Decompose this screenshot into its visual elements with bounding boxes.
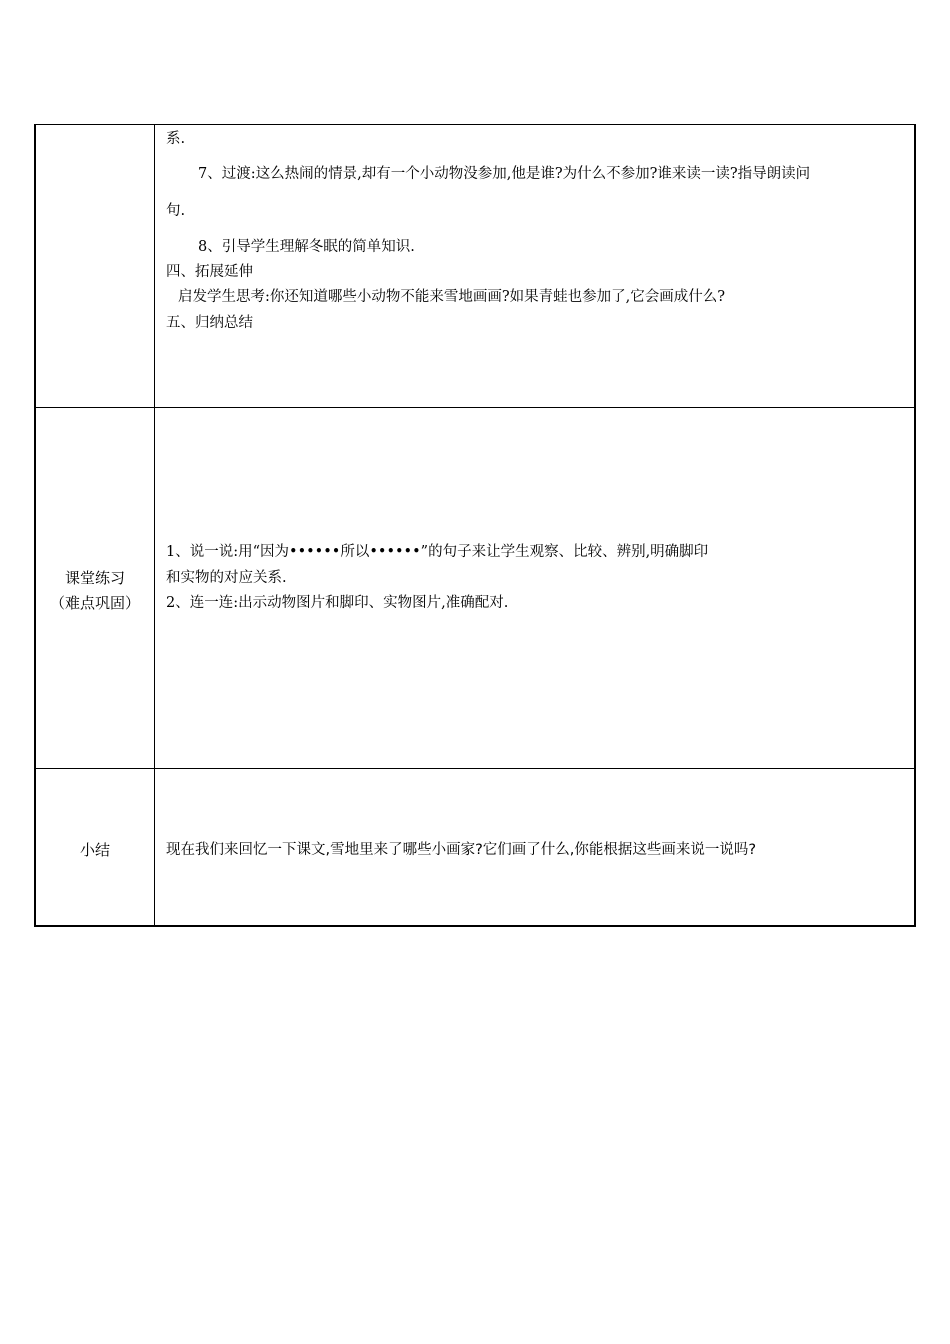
row2-line-3: 2、连一连:出示动物图片和脚印、实物图片,准确配对. <box>166 595 509 611</box>
row1-line-7: 五、归纳总结 <box>166 315 253 331</box>
row3-label: 小结 <box>79 841 110 859</box>
row1-line-4: 8、引导学生理解冬眠的简单知识. <box>198 239 415 255</box>
row1-line-6: 启发学生思考:你还知道哪些小动物不能来雪地画画?如果青蛙也参加了,它会画成什么? <box>178 289 726 305</box>
row1-line-5: 四、拓展延伸 <box>166 264 253 280</box>
lesson-plan-table <box>34 124 916 927</box>
row-divider <box>36 407 914 408</box>
row2-line-1: 1、说一说:用“因为••••••所以••••••”的句子来让学生观察、比较、辨别,明确脚印 <box>166 544 709 560</box>
row-divider <box>36 768 914 769</box>
row1-line-3: 句. <box>166 203 186 219</box>
column-divider <box>154 125 155 925</box>
row1-line-1: 系. <box>166 131 186 147</box>
row2-label-main: 课堂练习 <box>64 569 125 587</box>
row1-line-2: 7、过渡:这么热闹的情景,却有一个小动物没参加,他是谁?为什么不参加?谁来读一读?指导朗读问 <box>198 166 811 182</box>
row2-label-sub: （难点巩固） <box>49 594 140 612</box>
row2-line-2: 和实物的对应关系. <box>166 570 287 586</box>
row3-summary-text: 现在我们来回忆一下课文,雪地里来了哪些小画家?它们画了什么,你能根据这些画来说一说吗? <box>166 842 757 858</box>
